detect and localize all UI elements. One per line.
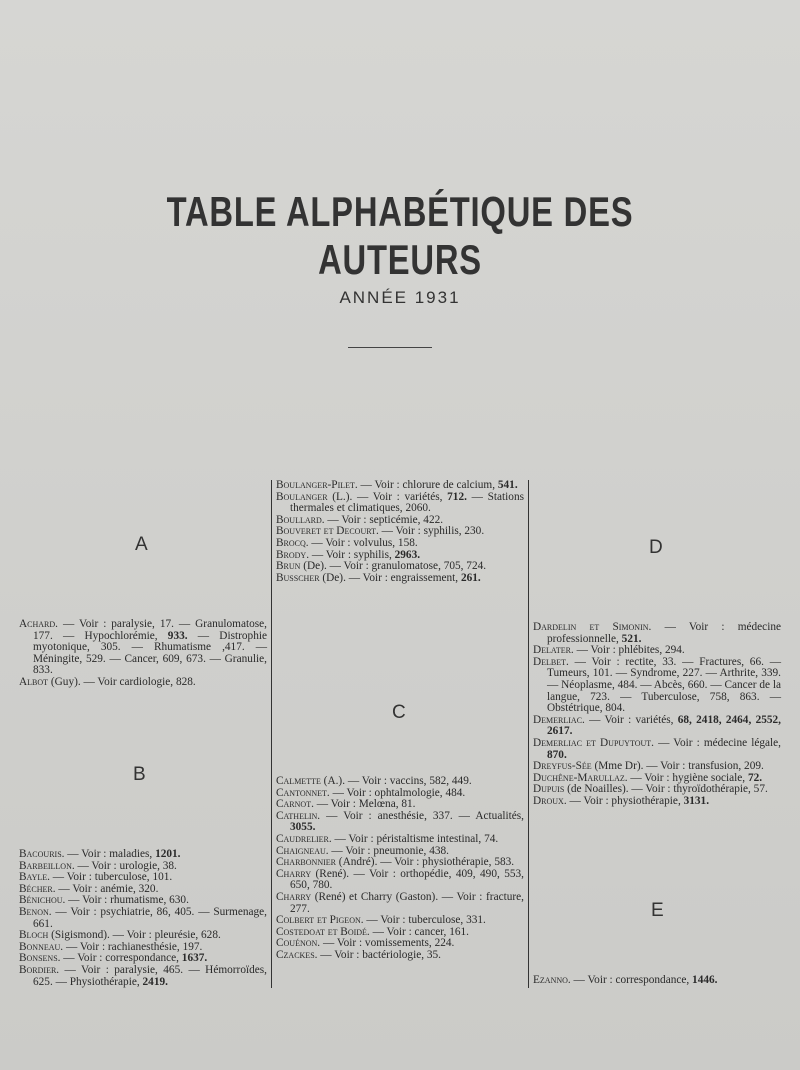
author-name: Demerliac et Dupuytout.	[533, 736, 654, 749]
author-name: Delbet.	[533, 655, 569, 668]
entry-text: — Voir : bactériologie, 35.	[317, 948, 441, 961]
index-entry	[533, 796, 781, 808]
entry-text: — Voir : paralysie, 17. — Granulomatose, 177. — Hypochlorémie,	[33, 618, 267, 642]
entry-text: — Voir : chlorure de calcium,	[357, 479, 498, 491]
entry-page-numbers: 1446.	[692, 974, 718, 986]
entry-text: — Voir : maladies,	[64, 848, 156, 860]
entry-text: (Sigismond). — Voir : pleurésie, 628.	[48, 929, 221, 942]
index-entry	[19, 677, 267, 689]
entry-text: — Voir : correspondance,	[570, 974, 693, 986]
author-name: Demerliac.	[533, 713, 585, 726]
index-entry	[533, 975, 781, 987]
author-name: Caudrelier.	[276, 832, 332, 845]
index-list-d	[533, 622, 781, 808]
entry-text: — Voir : tuberculose, 101.	[49, 871, 173, 884]
author-name: Charry	[276, 890, 312, 903]
index-entry	[276, 811, 524, 834]
column-divider-right	[528, 480, 529, 988]
section-letter-b: B	[133, 764, 146, 785]
column-divider-left	[271, 480, 272, 988]
author-name: Brody.	[276, 548, 310, 561]
section-letter-d: D	[649, 537, 663, 558]
author-name: Albot	[19, 675, 49, 688]
entry-text: — Voir : urologie, 38.	[74, 859, 177, 872]
author-name: Carnot.	[276, 798, 314, 811]
entry-text: — Voir : pneumonie, 438.	[328, 844, 449, 857]
author-name: Cathelin.	[276, 809, 321, 822]
entry-text-tail: — Distrophie myotonique, 305. — Rhumatisme ,417. — Méningite, 529. — Cancer, 609, 673. — Granulie, 833.	[33, 629, 267, 677]
index-entry	[276, 869, 524, 892]
section-letter-a: A	[135, 534, 148, 555]
author-name: Bacouris.	[19, 848, 65, 860]
entry-text: — Voir : septicémie, 422.	[324, 513, 444, 526]
index-list-b-cont	[276, 480, 524, 584]
entry-text: — Voir : médecine professionnelle,	[547, 621, 781, 645]
entry-text-tail: — Stations thermales et climatiques, 2060.	[290, 490, 524, 515]
author-name: Bécher.	[19, 882, 56, 895]
index-list-a	[19, 619, 267, 689]
author-name: Bénichou.	[19, 894, 66, 907]
entry-text: — Voir : paralysie, 465. — Hémorroïdes, 625. — Physiothérapie,	[33, 963, 267, 988]
entry-text: — Voir : hygiène sociale,	[627, 771, 748, 784]
index-list-c	[276, 776, 524, 962]
entry-text: (Guy). — Voir cardiologie, 828.	[48, 675, 196, 688]
author-name: Dardelin et Simonin.	[533, 621, 652, 633]
author-name: Brun	[276, 560, 301, 573]
author-name: Czackes.	[276, 948, 318, 961]
entry-text: — Voir : rhumatisme, 630.	[65, 894, 189, 907]
entry-page-numbers: 712.	[447, 490, 467, 503]
entry-text: — Voir : cancer, 161.	[369, 925, 469, 938]
entry-text: (L.). — Voir : variétés,	[327, 490, 448, 503]
entry-text: — Voir : ophtalmologie, 484.	[329, 786, 466, 799]
author-name: Droux.	[533, 794, 567, 807]
entry-page-numbers: 261.	[460, 571, 481, 584]
author-name: Bonneau.	[19, 940, 64, 953]
author-name: Dupuis	[533, 783, 565, 796]
entry-page-numbers: 1637.	[181, 952, 208, 965]
index-entry	[533, 622, 781, 645]
entry-text: (A.). — Voir : vaccins, 582, 449.	[320, 775, 472, 787]
index-entry	[276, 492, 524, 515]
entry-text: — Voir : phlébites, 294.	[573, 644, 685, 657]
index-entry	[533, 715, 781, 738]
author-name: Bloch	[19, 929, 49, 942]
entry-text: — Voir : anémie, 320.	[55, 882, 159, 895]
entry-text: — Voir : psychiatrie, 86, 405. — Surmenage, 661.	[33, 905, 267, 930]
index-entry	[19, 907, 267, 930]
author-name: Chaigneau.	[276, 844, 329, 857]
index-entry	[533, 738, 781, 761]
entry-text: (René). — Voir : orthopédie, 409, 490, 553, 650, 780.	[290, 867, 524, 892]
entry-text: — Voir : vomissements, 224.	[320, 937, 455, 950]
author-name: Bonsens.	[19, 952, 61, 965]
entry-page-numbers: 870.	[547, 748, 567, 761]
entry-text: — Voir : médecine légale,	[653, 736, 781, 749]
title-divider	[348, 347, 432, 348]
author-name: Bayle.	[19, 871, 50, 884]
index-list-e	[533, 975, 781, 987]
entry-text: (André). — Voir : physiothérapie, 583.	[335, 856, 515, 869]
author-name: Couénon.	[276, 937, 321, 950]
entry-page-numbers: 2963.	[394, 548, 421, 561]
author-name: Bouveret et Decourt.	[276, 525, 379, 538]
author-name: Benon.	[19, 905, 52, 918]
entry-page-numbers: 1201.	[155, 848, 181, 860]
author-name: Boullard.	[276, 513, 325, 526]
entry-text: — Voir : rachianesthésie, 197.	[63, 940, 203, 953]
entry-text: (De). — Voir : engraissement,	[319, 571, 461, 584]
section-letter-e: E	[651, 900, 664, 921]
index-entry	[276, 573, 524, 585]
index-entry	[276, 892, 524, 915]
author-name: Barbeillon.	[19, 859, 75, 872]
entry-text: — Voir : volvulus, 158.	[308, 536, 418, 549]
entry-text: — Voir : rectite, 33. — Fractures, 66. — Tumeurs, 101. — Syndrome, 227. — Arthrite, 339. — Néoplasme, 484. — Abcès, 660. — Cancer de la langue, 723. — Tuberculose, 758, 863. — Obstétrique, 804.	[547, 655, 781, 715]
author-name: Brocq.	[276, 536, 309, 549]
page-title: TABLE ALPHABÉTIQUE DES AUTEURS	[166, 188, 634, 283]
entry-text: — Voir : syphilis,	[309, 548, 395, 561]
entry-text: — Voir : correspondance,	[60, 952, 182, 965]
page-subtitle-year: ANNÉE 1931	[339, 288, 461, 307]
author-name: Colbert et Pigeon.	[276, 914, 364, 927]
entry-text: — Voir : physiothérapie,	[566, 794, 684, 807]
author-name: Charry	[276, 867, 312, 880]
entry-text: — Voir : anesthésie, 337. — Actualités,	[320, 809, 524, 822]
entry-page-numbers: 72.	[747, 771, 763, 784]
author-name: Duchêne-Marullaz.	[533, 771, 628, 784]
index-entry	[276, 950, 524, 962]
author-name: Delater.	[533, 644, 574, 657]
entry-text: — Voir : tuberculose, 331.	[363, 914, 486, 927]
entry-text: — Voir : variétés,	[584, 713, 678, 726]
author-name: Achard.	[19, 618, 58, 630]
author-name: Costedoat et Boidé.	[276, 925, 370, 938]
entry-page-numbers: 541.	[497, 479, 518, 491]
index-entry	[19, 965, 267, 988]
entry-text: (de Noailles). — Voir : thyroïdothérapie, 57.	[564, 783, 768, 796]
author-name: Calmette	[276, 775, 321, 787]
index-entry	[19, 619, 267, 677]
author-name: Ezanno.	[533, 974, 571, 986]
entry-text: (René) et Charry (Gaston). — Voir : fracture, 277.	[290, 890, 524, 915]
index-entry	[533, 657, 781, 715]
author-name: Busscher	[276, 571, 320, 584]
entry-page-numbers: 2419.	[142, 975, 168, 988]
entry-page-numbers: 68, 2418, 2464, 2552, 2617.	[547, 713, 781, 738]
entry-page-numbers: 3131.	[683, 794, 710, 807]
author-name: Dreyfus-Sée	[533, 760, 592, 773]
author-name: Bordier.	[19, 963, 60, 976]
entry-text: — Voir : Melœna, 81.	[313, 798, 416, 811]
entry-text: — Voir : péristaltisme intestinal, 74.	[331, 832, 499, 845]
entry-page-numbers: 933.	[167, 629, 188, 642]
entry-text: (Mme Dr). — Voir : transfusion, 209.	[591, 760, 764, 773]
author-name: Charbonnier	[276, 856, 336, 869]
author-name: Cantonnet.	[276, 786, 330, 799]
entry-page-numbers: 3055.	[290, 821, 316, 834]
entry-page-numbers: 521.	[621, 632, 642, 645]
section-letter-c: C	[392, 702, 406, 723]
author-name: Boulanger	[276, 490, 328, 503]
entry-text: (De). — Voir : granulomatose, 705, 724.	[300, 560, 487, 573]
index-list-b	[19, 849, 267, 988]
author-name: Boulanger-Pilet.	[276, 479, 358, 491]
entry-text: — Voir : syphilis, 230.	[378, 525, 485, 538]
